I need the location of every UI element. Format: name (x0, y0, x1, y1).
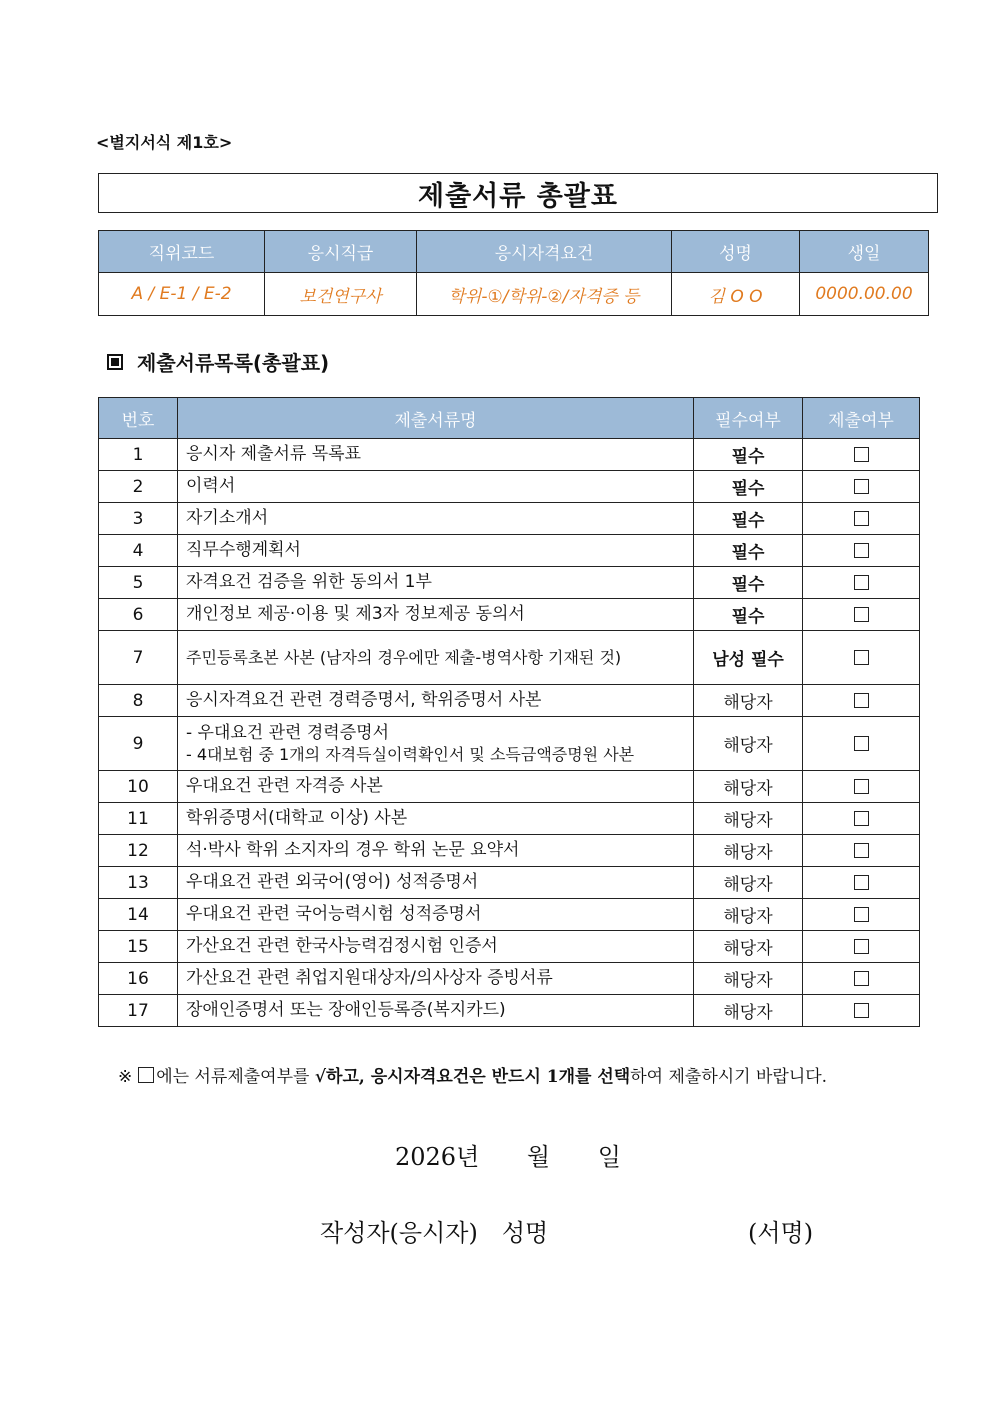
row-submit-cell (803, 995, 920, 1027)
info-value-row (99, 273, 929, 316)
row-document-name: 자기소개서 (178, 503, 694, 535)
row-submit-cell (803, 471, 920, 503)
row-submit-cell (803, 439, 920, 471)
row-document-name: 자격요건 검증을 위한 동의서 1부 (178, 567, 694, 599)
row-submit-cell (803, 685, 920, 717)
row-required: 남성 필수 (694, 631, 803, 685)
submit-checkbox[interactable] (854, 843, 869, 858)
row-document-name: 우대요건 관련 국어능력시험 성적증명서 (178, 899, 694, 931)
row-required: 해당자 (694, 685, 803, 717)
row-submit-cell (803, 599, 920, 631)
row-submit-cell (803, 503, 920, 535)
submit-checkbox[interactable] (854, 543, 869, 558)
table-row (99, 835, 920, 867)
row-required: 해당자 (694, 717, 803, 771)
submit-checkbox[interactable] (854, 736, 869, 751)
submit-checkbox[interactable] (854, 650, 869, 665)
row-document-name: 응시자격요건 관련 경력증명서, 학위증명서 사본 (178, 685, 694, 717)
row-number: 16 (99, 963, 178, 995)
submit-checkbox[interactable] (854, 875, 869, 890)
table-row (99, 599, 920, 631)
table-row (99, 803, 920, 835)
row-required: 필수 (694, 599, 803, 631)
table-row (99, 685, 920, 717)
row-submit-cell (803, 567, 920, 599)
signature-field[interactable]: (서명) (748, 1219, 814, 1247)
document-list-table (98, 397, 920, 1027)
row-required: 해당자 (694, 899, 803, 931)
row-number: 13 (99, 867, 178, 899)
date-day[interactable]: 일 (597, 1143, 621, 1171)
submit-checkbox[interactable] (854, 511, 869, 526)
table-row (99, 439, 920, 471)
note-text-bold: 하고, 응시자격요건은 반드시 1개를 선택 (326, 1067, 631, 1087)
section-title-text: 제출서류목록(총괄표) (137, 351, 330, 375)
document-title: 제출서류 총괄표 (98, 173, 938, 213)
row-required: 필수 (694, 535, 803, 567)
table-row (99, 867, 920, 899)
row-document-name: 주민등록초본 사본 (남자의 경우에만 제출-병역사항 기재된 것) (178, 631, 694, 685)
header-submitted: 제출여부 (803, 398, 920, 439)
author-label: 작성자(응시자) 성명 (320, 1219, 549, 1247)
submit-checkbox[interactable] (854, 779, 869, 794)
date-month[interactable]: 월 (526, 1143, 551, 1171)
row-required: 필수 (694, 439, 803, 471)
row-submit-cell (803, 631, 920, 685)
row-required: 해당자 (694, 835, 803, 867)
row-number: 9 (99, 717, 178, 771)
row-document-name-line1: - 우대요건 관련 경력증명서 (186, 722, 389, 743)
header-position-code: 직위코드 (99, 231, 265, 273)
table-row (99, 899, 920, 931)
applicant-info-table (98, 230, 929, 316)
date-year[interactable]: 2026년 (395, 1143, 480, 1171)
value-name[interactable]: 김 O O (672, 273, 800, 316)
date-line (395, 1137, 661, 1172)
row-document-name (178, 717, 694, 771)
header-number: 번호 (99, 398, 178, 439)
table-row (99, 631, 920, 685)
row-number: 17 (99, 995, 178, 1027)
submit-checkbox[interactable] (854, 447, 869, 462)
row-required: 해당자 (694, 771, 803, 803)
row-document-name: 직무수행계획서 (178, 535, 694, 567)
note-text-1: 에는 서류제출여부를 (156, 1067, 315, 1087)
row-submit-cell (803, 963, 920, 995)
row-number: 15 (99, 931, 178, 963)
row-number: 10 (99, 771, 178, 803)
row-document-name: 우대요건 관련 외국어(영어) 성적증명서 (178, 867, 694, 899)
table-row (99, 567, 920, 599)
row-document-name: 개인정보 제공·이용 및 제3자 정보제공 동의서 (178, 599, 694, 631)
row-submit-cell (803, 771, 920, 803)
row-number: 11 (99, 803, 178, 835)
table-row (99, 471, 920, 503)
table-row (99, 503, 920, 535)
header-birthday: 생일 (800, 231, 929, 273)
check-mark-icon: √ (314, 1067, 327, 1087)
row-required: 해당자 (694, 803, 803, 835)
row-number: 4 (99, 535, 178, 567)
row-number: 1 (99, 439, 178, 471)
value-position-code[interactable]: A / E-1 / E-2 (99, 273, 265, 316)
row-number: 6 (99, 599, 178, 631)
header-document-name: 제출서류명 (178, 398, 694, 439)
row-number: 8 (99, 685, 178, 717)
table-row (99, 535, 920, 567)
note-mark: ※ (118, 1067, 133, 1087)
value-qualification[interactable]: 학위-①/학위-②/자격증 등 (417, 273, 672, 316)
row-document-name: 응시자 제출서류 목록표 (178, 439, 694, 471)
instruction-note (118, 1062, 827, 1087)
row-document-name-line2: - 4대보험 중 1개의 자격득실이력확인서 및 소득금액증명원 사본 (186, 744, 635, 764)
header-qualification: 응시자격요건 (417, 231, 672, 273)
row-document-name: 장애인증명서 또는 장애인등록증(복지카드) (178, 995, 694, 1027)
submit-checkbox[interactable] (854, 1003, 869, 1018)
checkbox-icon (138, 1067, 154, 1083)
form-reference: <별지서식 제1호> (96, 133, 233, 152)
row-required: 해당자 (694, 963, 803, 995)
row-required: 해당자 (694, 867, 803, 899)
row-number: 2 (99, 471, 178, 503)
row-document-name: 가산요건 관련 한국사능력검정시험 인증서 (178, 931, 694, 963)
header-name: 성명 (672, 231, 800, 273)
row-number: 5 (99, 567, 178, 599)
row-document-name: 학위증명서(대학교 이상) 사본 (178, 803, 694, 835)
row-number: 12 (99, 835, 178, 867)
table-row (99, 995, 920, 1027)
value-grade[interactable]: 보건연구사 (265, 273, 417, 316)
square-bullet-icon (107, 354, 123, 370)
note-text-2: 하여 제출하시기 바랍니다. (630, 1067, 828, 1087)
submit-checkbox[interactable] (854, 907, 869, 922)
row-document-name: 우대요건 관련 자격증 사본 (178, 771, 694, 803)
table-row (99, 717, 920, 771)
row-submit-cell (803, 803, 920, 835)
submit-checkbox[interactable] (854, 971, 869, 986)
row-submit-cell (803, 717, 920, 771)
row-required: 필수 (694, 567, 803, 599)
submit-checkbox[interactable] (854, 479, 869, 494)
header-required: 필수여부 (694, 398, 803, 439)
row-number: 14 (99, 899, 178, 931)
table-row (99, 771, 920, 803)
submit-checkbox[interactable] (854, 575, 869, 590)
row-submit-cell (803, 931, 920, 963)
table-row (99, 963, 920, 995)
row-submit-cell (803, 835, 920, 867)
signature-line (320, 1213, 814, 1248)
row-submit-cell (803, 899, 920, 931)
value-birthday[interactable]: 0000.00.00 (800, 273, 929, 316)
doc-header-row (99, 398, 920, 439)
row-submit-cell (803, 867, 920, 899)
info-header-row (99, 231, 929, 273)
row-submit-cell (803, 535, 920, 567)
header-grade: 응시직급 (265, 231, 417, 273)
section-title (107, 347, 329, 376)
row-document-name: 이력서 (178, 471, 694, 503)
row-required: 해당자 (694, 931, 803, 963)
row-required: 해당자 (694, 995, 803, 1027)
row-number: 7 (99, 631, 178, 685)
row-number: 3 (99, 503, 178, 535)
row-document-name: 가산요건 관련 취업지원대상자/의사상자 증빙서류 (178, 963, 694, 995)
row-required: 필수 (694, 503, 803, 535)
row-document-name: 석·박사 학위 소지자의 경우 학위 논문 요약서 (178, 835, 694, 867)
row-required: 필수 (694, 471, 803, 503)
submit-checkbox[interactable] (854, 693, 869, 708)
submit-checkbox[interactable] (854, 811, 869, 826)
table-row (99, 931, 920, 963)
submit-checkbox[interactable] (854, 607, 869, 622)
submit-checkbox[interactable] (854, 939, 869, 954)
